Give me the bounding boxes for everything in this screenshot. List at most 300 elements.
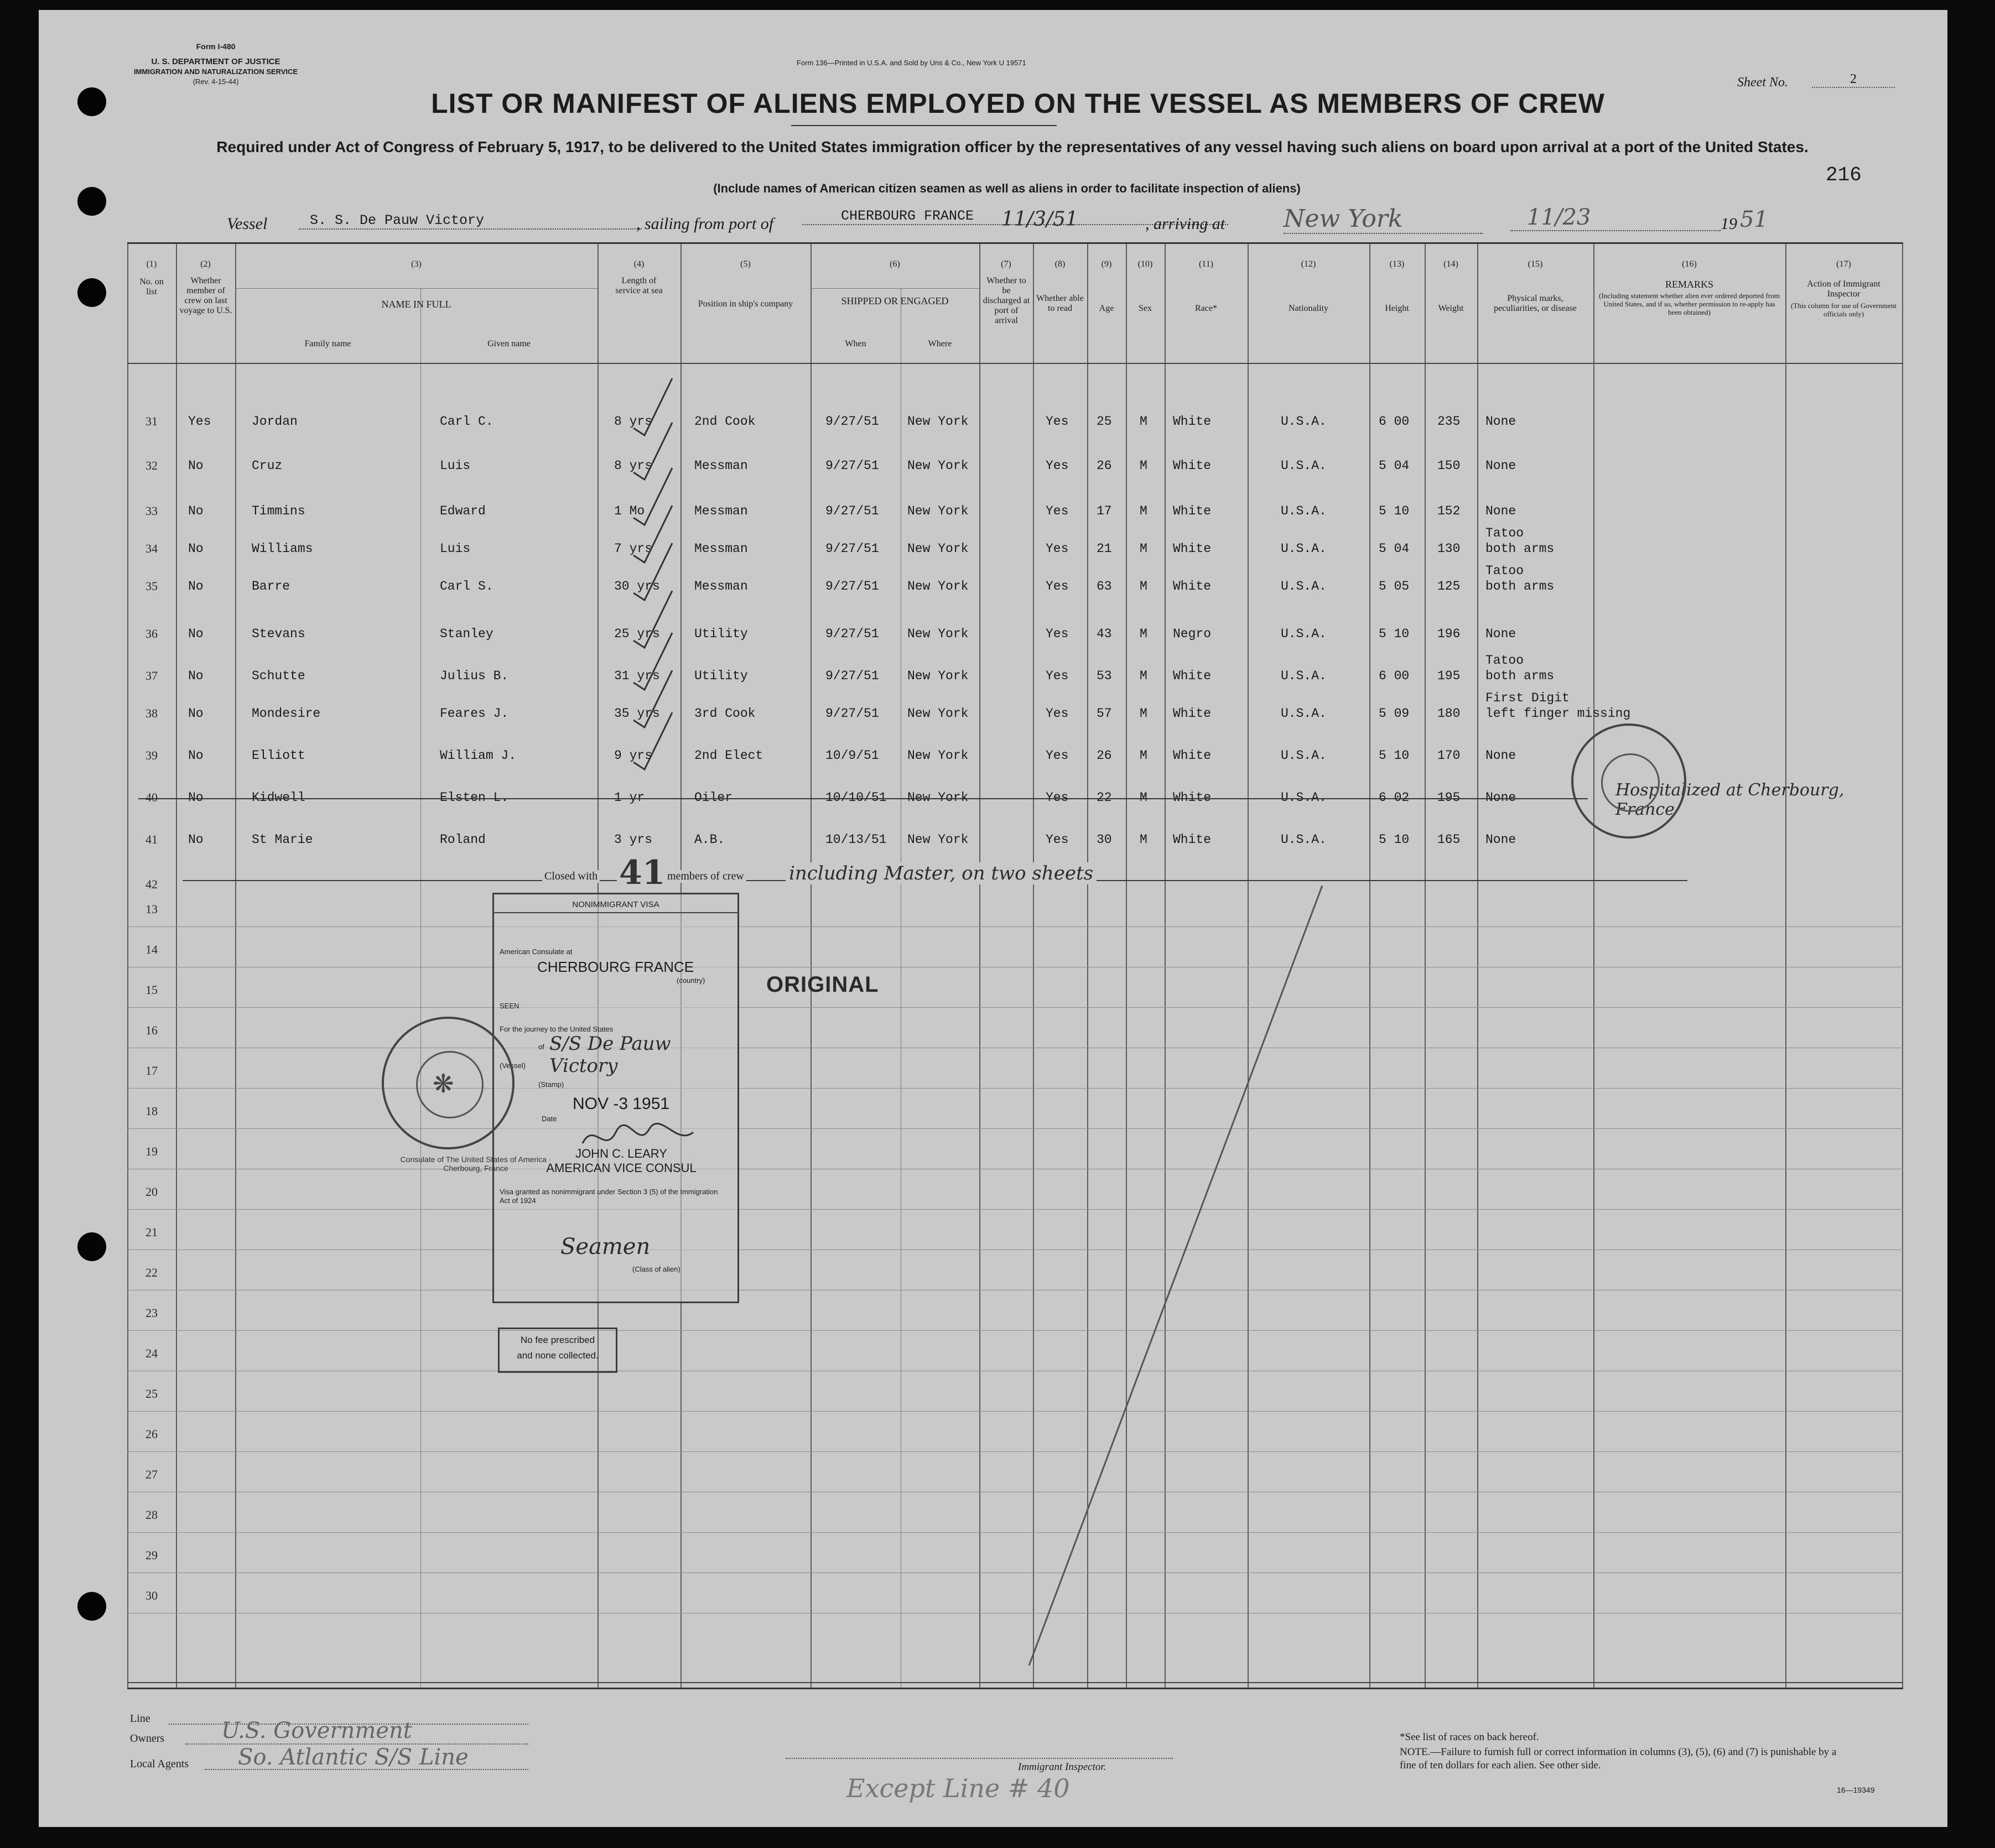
cell-service: 7 yrs [614, 542, 653, 556]
cell-last: No [188, 832, 204, 847]
col-11-num: (11) [1198, 259, 1214, 269]
cell-marks: None [1485, 414, 1516, 429]
cell-when: 9/27/51 [825, 627, 879, 641]
cell-read: Yes [1046, 790, 1069, 805]
visa-vessel-note: (Vessel) [500, 1061, 526, 1070]
cell-race: White [1173, 790, 1212, 805]
col-17-label: Action of Immigrant Inspector [1807, 279, 1880, 299]
cell-last: Yes [188, 414, 211, 429]
cell-where: New York [907, 504, 969, 518]
cell-age: 21 [1097, 542, 1112, 556]
cell-when: 9/27/51 [825, 542, 879, 556]
cell-height: 6 02 [1379, 790, 1410, 805]
cell-service: 8 yrs [614, 459, 653, 473]
row-rule [127, 1330, 1903, 1331]
cell-service: 1 yr [614, 790, 645, 805]
cell-height: 5 10 [1379, 748, 1410, 763]
col-16-num: (16) [1682, 259, 1697, 269]
closing-row-label: 42 [146, 877, 158, 891]
col-4-label: Length of service at sea [615, 276, 663, 295]
footer-owners-label: Owners [130, 1732, 165, 1745]
cell-where: New York [907, 579, 969, 594]
cell-age: 17 [1097, 504, 1112, 518]
visa-date-label: Date [542, 1115, 557, 1123]
col-11-label: Race* [1195, 304, 1217, 313]
service: IMMIGRATION AND NATURALIZATION SERVICE [133, 67, 298, 76]
cell-family: Schutte [252, 669, 305, 683]
col-16-label: REMARKS [1665, 279, 1714, 290]
sheet-label: Sheet No. [1737, 75, 1788, 90]
cell-read: Yes [1046, 669, 1069, 683]
cell-weight: 170 [1437, 748, 1461, 763]
cell-no: 33 [146, 504, 158, 518]
cell-where: New York [907, 627, 969, 641]
strike-line [138, 798, 1588, 799]
cell-sex: M [1140, 832, 1147, 847]
departure-port: CHERBOURG FRANCE [802, 208, 1228, 225]
cell-marks-line2: both arms [1485, 579, 1555, 594]
rows-layer [127, 244, 1903, 1688]
col-7-num: (7) [1001, 259, 1011, 269]
cell-given: Feares J. [440, 706, 509, 721]
cell-age: 26 [1097, 459, 1112, 473]
cell-family: St Marie [252, 832, 313, 847]
cell-last: No [188, 706, 204, 721]
visa-country-label: (country) [677, 976, 705, 985]
cell-no: 36 [146, 627, 158, 641]
footer-note-2: NOTE.—Failure to furnish full or correct information in columns (3), (5), (6) and (7) is punishable by a fine of ten dollars for each alien. See other side. [1400, 1746, 1837, 1771]
cell-nat: U.S.A. [1281, 706, 1327, 721]
punch-hole [77, 1232, 106, 1261]
cell-race: White [1173, 542, 1212, 556]
col-16-sub: (Including statement whether alien ever ordered deported from United States, and if so, whether permission to re-apply has been obtained) [1599, 291, 1780, 316]
cell-marks: First Digit [1485, 691, 1570, 705]
cell-family: Elliott [252, 748, 305, 763]
cell-service: 35 yrs [614, 706, 660, 721]
row-rule [127, 1209, 1903, 1210]
cell-sex: M [1140, 414, 1147, 429]
consulate-seal [382, 1017, 515, 1149]
col-17-num: (17) [1836, 259, 1851, 269]
arrival-date: 11/23 [1510, 205, 1721, 231]
cell-where: New York [907, 414, 969, 429]
check-mark-icon [628, 710, 678, 771]
col-3-family: Family name [304, 339, 351, 348]
cell-weight: 195 [1437, 790, 1461, 805]
visa-section-text: Visa granted as nonimmigrant under Section 3 (5) of the Immigration Act of 1924 [500, 1188, 718, 1205]
cell-weight: 235 [1437, 414, 1461, 429]
cell-service: 3 yrs [614, 832, 653, 847]
cell-age: 43 [1097, 627, 1112, 641]
cell-position: 2nd Elect [694, 748, 763, 763]
sheet-number: 2 [1812, 72, 1895, 88]
cell-given: Carl C. [440, 414, 493, 429]
col-8-label: Whether able to read [1036, 294, 1084, 313]
col-14-num: (14) [1443, 259, 1458, 269]
cell-last: No [188, 790, 204, 805]
cell-height: 5 10 [1379, 832, 1410, 847]
cell-height: 5 05 [1379, 579, 1410, 594]
col-4-num: (4) [633, 259, 645, 269]
cell-family: Barre [252, 579, 290, 594]
cell-position: Messman [694, 459, 748, 473]
cell-marks: Tatoo [1485, 564, 1524, 578]
year-prefix: 19 [1721, 215, 1737, 233]
blank-row-number: 20 [146, 1185, 158, 1199]
blank-row-number: 30 [146, 1589, 158, 1602]
cell-when: 9/27/51 [825, 669, 879, 683]
cell-given: Stanley [440, 627, 493, 641]
eagle-icon: ❋ [433, 1070, 454, 1098]
cell-height: 5 04 [1379, 459, 1410, 473]
visa-class: Seamen [560, 1234, 651, 1259]
cell-family: Williams [252, 542, 313, 556]
cell-age: 22 [1097, 790, 1112, 805]
cell-race: White [1173, 459, 1212, 473]
cell-sex: M [1140, 790, 1147, 805]
blank-row-number: 14 [146, 943, 158, 956]
cell-where: New York [907, 790, 969, 805]
cell-read: Yes [1046, 459, 1069, 473]
closing-members: members of crew [665, 870, 746, 883]
visa-consulate: CHERBOURG FRANCE [537, 959, 694, 975]
punch-hole [77, 87, 106, 116]
blank-row-number: 21 [146, 1225, 158, 1239]
punch-hole [77, 278, 106, 307]
cell-position: 2nd Cook [694, 414, 756, 429]
cell-position: Messman [694, 579, 748, 594]
row-rule [127, 926, 1903, 927]
col-13-num: (13) [1389, 259, 1405, 269]
blank-row-number: 27 [146, 1467, 158, 1481]
cell-no: 38 [146, 706, 158, 720]
cell-no: 35 [146, 579, 158, 593]
blank-row-number: 28 [146, 1508, 158, 1522]
cell-age: 63 [1097, 579, 1112, 594]
blank-row-number: 18 [146, 1104, 158, 1118]
row-rule [127, 1007, 1903, 1008]
col-2-num: (2) [200, 259, 211, 269]
cell-race: White [1173, 579, 1212, 594]
col-7-label: Whether to be discharged at port of arrival [983, 276, 1030, 325]
cell-race: White [1173, 706, 1212, 721]
cell-given: Julius B. [440, 669, 509, 683]
cell-when: 9/27/51 [825, 504, 879, 518]
col-6-num: (6) [890, 259, 900, 269]
cell-nat: U.S.A. [1281, 790, 1327, 805]
cell-height: 5 10 [1379, 627, 1410, 641]
footer-line-label: Line [130, 1712, 150, 1725]
pencil-slash [1024, 886, 1333, 1671]
col-1-label: No. on list [139, 277, 164, 296]
sail-date: 11/3/51 [1001, 208, 1078, 231]
cell-last: No [188, 579, 204, 594]
sailing-label: , sailing from port of [636, 215, 774, 233]
cell-when: 9/27/51 [825, 459, 879, 473]
cell-where: New York [907, 706, 969, 721]
cell-no: 39 [146, 748, 158, 762]
cell-family: Kidwell [252, 790, 305, 805]
footer-inspector-label: Immigrant Inspector. [1018, 1761, 1106, 1773]
col-6-where: Where [928, 339, 952, 348]
cell-no: 34 [146, 542, 158, 555]
visa-consulate-label: American Consulate at [500, 948, 573, 956]
cell-last: No [188, 669, 204, 683]
cell-weight: 125 [1437, 579, 1461, 594]
cell-where: New York [907, 832, 969, 847]
page-title: LIST OR MANIFEST OF ALIENS EMPLOYED ON THE VESSEL AS MEMBERS OF CREW [431, 88, 1605, 119]
vessel-name: S. S. De Pauw Victory [299, 212, 642, 230]
title-rule [791, 125, 1057, 126]
col-9-label: Age [1099, 304, 1114, 313]
subtitle-note: (Include names of American citizen seamen as well as aliens in order to facilitate inspection of aliens) [713, 181, 1301, 195]
fee-line-1: No fee prescribed [520, 1335, 595, 1345]
col-9-num: (9) [1101, 259, 1112, 269]
blank-row-number: 17 [146, 1064, 158, 1077]
arriving-label: , arriving at [1145, 215, 1225, 233]
col-2-label: Whether member of crew on last voyage to U.S. [179, 276, 232, 315]
visa-of-label: of [538, 1043, 544, 1051]
arrival-port: New York [1284, 205, 1483, 234]
col-8-num: (8) [1054, 259, 1066, 269]
visa-stamp-label: (Stamp) [538, 1080, 564, 1089]
cell-no: 32 [146, 459, 158, 472]
cell-race: White [1173, 414, 1212, 429]
cell-family: Timmins [252, 504, 305, 518]
cell-marks: None [1485, 748, 1516, 763]
cell-given: Luis [440, 459, 471, 473]
cell-position: Oiler [694, 790, 733, 805]
footer-agents-label: Local Agents [130, 1758, 189, 1770]
visa-officer-title: AMERICAN VICE CONSUL [546, 1161, 697, 1175]
blank-row-number: 24 [146, 1346, 158, 1360]
cell-family: Cruz [252, 459, 283, 473]
cell-read: Yes [1046, 579, 1069, 594]
cell-last: No [188, 627, 204, 641]
cell-service: 31 yrs [614, 669, 660, 683]
cell-marks-line2: both arms [1485, 542, 1555, 556]
cell-nat: U.S.A. [1281, 542, 1327, 556]
cell-weight: 130 [1437, 542, 1461, 556]
cell-height: 6 00 [1379, 414, 1410, 429]
col-15-num: (15) [1528, 259, 1543, 269]
cell-race: White [1173, 504, 1212, 518]
cell-position: 3rd Cook [694, 706, 756, 721]
revision: (Rev. 4-15-44) [193, 77, 239, 86]
footer-note-1: *See list of races on back hereof. [1400, 1731, 1539, 1743]
cell-position: Messman [694, 504, 748, 518]
cell-no: 41 [146, 832, 158, 846]
cell-marks-line2: both arms [1485, 669, 1555, 683]
cell-read: Yes [1046, 504, 1069, 518]
cell-when: 10/10/51 [825, 790, 887, 805]
cell-race: Negro [1173, 627, 1212, 641]
printer-line: Form 136—Printed in U.S.A. and Sold by Uns & Co., New York U 19571 [797, 59, 1026, 67]
cell-read: Yes [1046, 706, 1069, 721]
cell-when: 9/27/51 [825, 414, 879, 429]
col-5-num: (5) [740, 259, 751, 269]
cell-age: 57 [1097, 706, 1112, 721]
cell-height: 5 04 [1379, 542, 1410, 556]
cell-given: Edward [440, 504, 486, 518]
page-number: 216 [1826, 164, 1862, 186]
cell-marks: None [1485, 790, 1516, 805]
blank-row-number: 23 [146, 1306, 158, 1320]
cell-given: Elsten L. [440, 790, 509, 805]
col-10-num: (10) [1137, 259, 1153, 269]
cell-sex: M [1140, 748, 1147, 763]
cell-position: A.B. [694, 832, 725, 847]
cell-marks-line2: left finger missing [1485, 706, 1631, 721]
cell-weight: 165 [1437, 832, 1461, 847]
cell-age: 53 [1097, 669, 1112, 683]
cell-service: 9 yrs [614, 748, 653, 763]
cell-sex: M [1140, 542, 1147, 556]
col-3-label: NAME IN FULL [381, 299, 451, 310]
col-3-num: (3) [411, 259, 422, 269]
consulate-seal-remarks [1571, 723, 1686, 839]
cell-where: New York [907, 669, 969, 683]
blank-row-number: 15 [146, 983, 158, 997]
cell-given: Carl S. [440, 579, 493, 594]
footer-owners: U.S. Government [221, 1718, 412, 1743]
cell-read: Yes [1046, 627, 1069, 641]
row-rule [127, 1411, 1903, 1412]
cell-race: White [1173, 748, 1212, 763]
cell-service: 30 yrs [614, 579, 660, 594]
closing-handwritten: including Master, on two sheets [786, 862, 1097, 884]
cell-where: New York [907, 459, 969, 473]
cell-service: 8 yrs [614, 414, 653, 429]
cell-marks: Tatoo [1485, 653, 1524, 668]
cell-weight: 152 [1437, 504, 1461, 518]
col-1-num: (1) [146, 259, 157, 269]
col-3-given: Given name [487, 339, 531, 348]
cell-when: 9/27/51 [825, 706, 879, 721]
cell-weight: 180 [1437, 706, 1461, 721]
cell-sex: M [1140, 669, 1147, 683]
crew-table [127, 242, 1903, 1689]
seal-text: Consulate of The United States of America · Cherbourg, France [400, 1155, 552, 1173]
visa-stamp [492, 893, 739, 1303]
cell-given: Roland [440, 832, 486, 847]
visa-title: NONIMMIGRANT VISA [572, 900, 659, 909]
cell-last: No [188, 504, 204, 518]
cell-height: 5 10 [1379, 504, 1410, 518]
cell-marks: None [1485, 504, 1516, 518]
footer-form-code: 16—19349 [1837, 1785, 1875, 1794]
col-12-num: (12) [1301, 259, 1316, 269]
blank-row-number: 25 [146, 1387, 158, 1401]
cell-no: 40 [146, 790, 158, 804]
cell-sex: M [1140, 459, 1147, 473]
punch-hole [77, 1592, 106, 1621]
blank-row-number: 22 [146, 1266, 158, 1279]
col-6-when: When [845, 339, 866, 348]
cell-where: New York [907, 542, 969, 556]
cell-marks: Tatoo [1485, 526, 1524, 540]
cell-sex: M [1140, 706, 1147, 721]
cell-age: 26 [1097, 748, 1112, 763]
cell-last: No [188, 748, 204, 763]
cell-given: William J. [440, 748, 517, 763]
cell-read: Yes [1046, 414, 1069, 429]
visa-class-label: (Class of alien) [632, 1265, 680, 1273]
cell-service: 25 yrs [614, 627, 660, 641]
cell-read: Yes [1046, 748, 1069, 763]
cell-marks: None [1485, 832, 1516, 847]
cell-height: 5 09 [1379, 706, 1410, 721]
col-13-label: Height [1385, 304, 1409, 313]
col-5-label: Position in ship's company [698, 299, 793, 309]
original-stamp: ORIGINAL [766, 972, 879, 997]
cell-read: Yes [1046, 832, 1069, 847]
vessel-label: Vessel [227, 215, 268, 233]
cell-nat: U.S.A. [1281, 748, 1327, 763]
cell-marks: None [1485, 627, 1516, 641]
cell-family: Mondesire [252, 706, 321, 721]
cell-position: Utility [694, 669, 748, 683]
blank-row-number: 16 [146, 1023, 158, 1037]
col-10-label: Sex [1139, 304, 1152, 313]
cell-sex: M [1140, 579, 1147, 594]
cell-family: Jordan [252, 414, 298, 429]
visa-officer: JOHN C. LEARY [575, 1147, 667, 1160]
cell-remarks: Hospitalized at Cherbourg, France [1615, 780, 1845, 819]
cell-position: Utility [694, 627, 748, 641]
cell-height: 6 00 [1379, 669, 1410, 683]
cell-no: 31 [146, 414, 158, 428]
manifest-sheet [39, 10, 1947, 1827]
closing-text: Closed with [542, 870, 600, 883]
cell-nat: U.S.A. [1281, 459, 1327, 473]
row-rule [127, 1451, 1903, 1452]
punch-hole [77, 187, 106, 216]
footer-except: Except Line # 40 [846, 1773, 1070, 1803]
closing-count: 41 [617, 853, 668, 892]
fee-line-2: and none collected. [517, 1350, 599, 1361]
cell-sex: M [1140, 504, 1147, 518]
cell-when: 10/9/51 [825, 748, 879, 763]
cell-nat: U.S.A. [1281, 832, 1327, 847]
row-rule [127, 1128, 1903, 1129]
col-17-sub: (This column for use of Government officials only) [1791, 301, 1897, 318]
cell-age: 30 [1097, 832, 1112, 847]
cell-nat: U.S.A. [1281, 627, 1327, 641]
footer-agents: So. Atlantic S/S Line [238, 1745, 469, 1770]
blank-row-number: 19 [146, 1144, 158, 1158]
cell-nat: U.S.A. [1281, 669, 1327, 683]
cell-when: 9/27/51 [825, 579, 879, 594]
visa-date: NOV -3 1951 [573, 1095, 670, 1113]
blank-row-number: 13 [146, 902, 158, 916]
cell-read: Yes [1046, 542, 1069, 556]
cell-sex: M [1140, 627, 1147, 641]
col-14-label: Weight [1438, 304, 1464, 313]
cell-age: 25 [1097, 414, 1112, 429]
visa-journey-label: For the journey to the United States [500, 1025, 614, 1033]
cell-given: Luis [440, 542, 471, 556]
blank-row-number: 29 [146, 1548, 158, 1562]
cell-last: No [188, 459, 204, 473]
year-suffix: 51 [1740, 207, 1768, 232]
cell-family: Stevans [252, 627, 305, 641]
cell-weight: 195 [1437, 669, 1461, 683]
blank-row-number: 26 [146, 1427, 158, 1441]
visa-seen: SEEN [500, 1002, 519, 1010]
subtitle: Required under Act of Congress of February 5, 1917, to be delivered to the United States immigration officer by the representatives of any vessel having such aliens on board upon arrival at a port of the United States. [216, 138, 1809, 155]
row-rule [127, 1532, 1903, 1533]
